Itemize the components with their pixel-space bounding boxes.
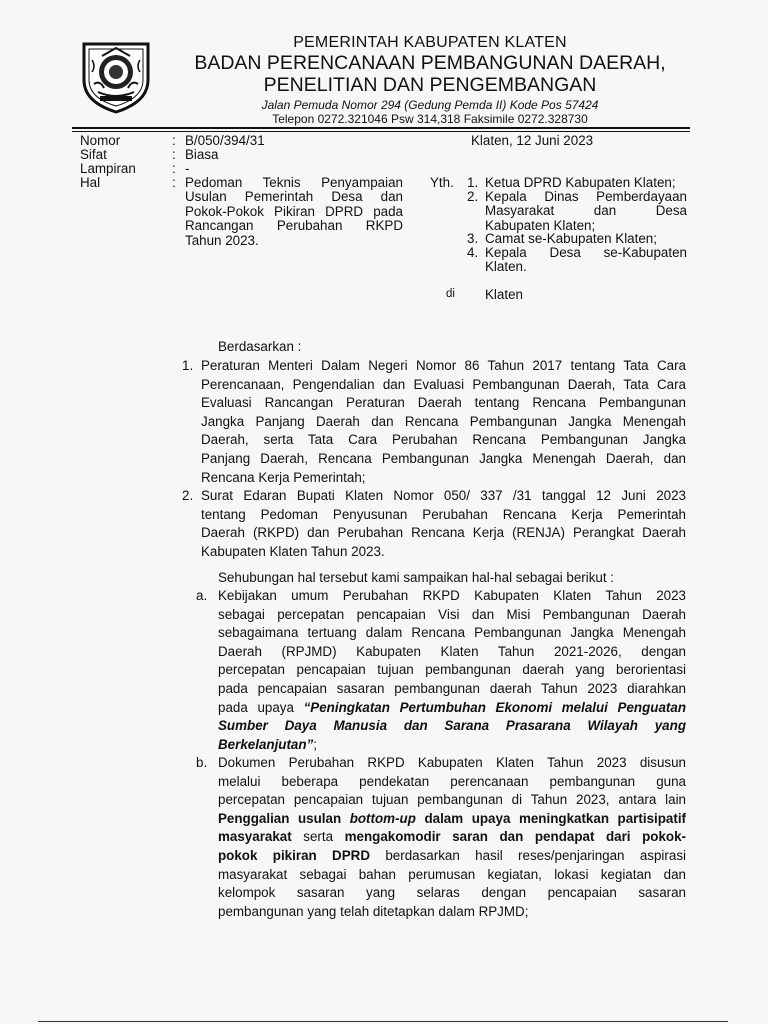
basis-line: Daerah, serta Tata Cara Perubahan Rencana Pembangunan Jangka <box>201 432 686 448</box>
item-a-prefix: pada upaya <box>218 699 304 715</box>
recipient-number: 3. <box>467 231 479 246</box>
meta-hal-subject <box>185 176 403 248</box>
item-b-bold: dalam upaya meningkatkan partisipatif <box>415 810 686 826</box>
meta-sifat-label: Sifat <box>80 147 107 162</box>
recipient-number: 2. <box>467 189 479 204</box>
item-b-line <box>218 828 686 847</box>
item-a-line: percepatan pencapaian tujuan pembangunan daerah yang berorientasi <box>218 662 686 678</box>
recipient-line: Klaten. <box>485 259 527 275</box>
item-a-emphasis: Berkelanjutan” <box>218 736 314 752</box>
item-a-line: Kebijakan umum Perubahan RKPD Kabupaten Klaten Tahun 2023 <box>218 588 686 603</box>
basis-line: tentang Pedoman Penyusunan Perubahan Rencana Kerja Pemerintah <box>201 506 686 522</box>
basis-line: Perencanaan, Pengendalian dan Evaluasi Pembangunan Daerah, Tata Cara <box>201 376 686 392</box>
item-b-line: Dokumen Perubahan RKPD Kabupaten Klaten Tahun 2023 disusun <box>218 755 686 770</box>
item-b-bold: pokok pikiran DPRD <box>218 847 370 863</box>
letterhead-rule-thick <box>72 127 690 129</box>
item-a-line <box>218 699 686 718</box>
letterhead-rule-thin <box>72 131 690 132</box>
addressee-yth: Yth. <box>430 175 454 190</box>
item-b-text <box>218 754 686 921</box>
basis-number: 1. <box>182 358 194 373</box>
meta-nomor-label: Nomor <box>80 133 121 148</box>
basis-line: Kabupaten Klaten Tahun 2023. <box>201 543 385 559</box>
item-b-line: pembangunan yang telah ditetapkan dalam RPJMD; <box>218 903 529 919</box>
item-a-line: Daerah (RPJMD) Kabupaten Klaten Tahun 2021-2026, dengan <box>218 643 686 659</box>
item-b-line: masyarakat sebagai bahan perumusan kegiatan, lokasi kegiatan dan <box>218 866 686 882</box>
meta-lampiran-label: Lampiran <box>80 161 136 176</box>
item-b-bold-italic: bottom-up <box>349 810 416 826</box>
recipient-line: Kepala Desa se-Kabupaten <box>485 245 687 260</box>
letter-date: Klaten, 12 Juni 2023 <box>471 133 594 148</box>
letterhead-phone: Telepon 0272.321046 Psw 314,318 Faksimile 0272.328730 <box>272 112 588 126</box>
meta-colon: : <box>172 147 176 162</box>
recipient-text <box>485 190 687 233</box>
letterhead-address: Jalan Pemuda Nomor 294 (Gedung Pemda II) Kode Pos 57424 <box>261 98 599 112</box>
recipient-line: Masyarakat dan Desa <box>485 203 687 219</box>
addressee-place: Klaten <box>485 287 523 302</box>
item-b-bold: Penggalian usulan <box>218 810 350 826</box>
letterhead-agency: BADAN PERENCANAAN PEMBANGUNAN DAERAH, <box>194 52 666 74</box>
item-a-line <box>218 736 686 755</box>
recipient-line: Camat se-Kabupaten Klaten; <box>485 231 657 246</box>
item-a-emphasis: “Peningkatan Pertumbuhan Ekonomi melalui Penguatan <box>303 699 687 715</box>
hal-line: Pokok-Pokok Pikiran DPRD pada <box>185 203 403 219</box>
body-connect: Sehubungan hal tersebut kami sampaikan hal-hal sebagai berikut : <box>218 570 615 585</box>
item-a-line: sebagaimana tertuang dalam Rencana Pembangunan Jangka Menengah <box>218 625 686 641</box>
item-letter: a. <box>196 588 208 603</box>
hal-line: Pedoman Teknis Penyampaian <box>185 175 403 190</box>
item-b-line: percepatan pencapaian tujuan pembangunan di Tahun 2023, antara lain <box>218 792 686 808</box>
letterhead-agency-2: PENELITIAN DAN PENGEMBANGAN <box>263 74 597 96</box>
meta-hal-label: Hal <box>80 175 101 190</box>
recipient-number: 1. <box>467 175 479 190</box>
meta-colon: : <box>172 161 176 176</box>
item-a-line: pada pencapaian sasaran pembangunan daerah Tahun 2023 diarahkan <box>218 680 686 696</box>
meta-nomor-value: B/050/394/31 <box>185 133 265 148</box>
item-b-line <box>218 810 686 829</box>
letterhead <box>160 34 700 126</box>
basis-line: Evaluasi Rancangan Peraturan Daerah tentang Rencana Pembangunan <box>201 395 686 411</box>
hal-line: Rancangan Perubahan RKPD <box>185 218 403 234</box>
item-b-line <box>218 847 686 866</box>
item-a-tail: ; <box>313 736 317 752</box>
basis-line: Panjang Daerah, Rencana Pembangunan Jangka Menengah Daerah, dan <box>201 450 686 466</box>
item-b-line: melalui beberapa pendekatan perencanaan pembangunan guna <box>218 773 686 789</box>
basis-line: Surat Edaran Bupati Klaten Nomor 050/ 337 /31 tanggal 12 Juni 2023 <box>201 488 686 503</box>
item-b-text-run: serta <box>291 829 345 845</box>
item-letter: b. <box>196 755 208 770</box>
hal-line: Usulan Pemerintah Desa dan <box>185 189 403 205</box>
item-b-line: kelompok sasaran yang selaras dengan pencapaian sasaran <box>218 885 686 901</box>
basis-line: Daerah (RKPD) dan Perubahan Rencana Kerja (RENJA) Perangkat Daerah <box>201 525 686 541</box>
basis-line: Peraturan Menteri Dalam Negeri Nomor 86 Tahun 2017 tentang Tata Cara <box>201 358 686 373</box>
meta-colon: : <box>172 133 176 148</box>
hal-line: Tahun 2023. <box>185 232 259 248</box>
recipient-text <box>485 246 687 275</box>
basis-line: Rencana Kerja Pemerintah; <box>201 469 366 485</box>
recipient-line: Kepala Dinas Pemberdayaan <box>485 189 687 204</box>
page-bottom-edge <box>38 1021 728 1022</box>
meta-colon: : <box>172 175 176 190</box>
meta-sifat-value: Biasa <box>185 147 219 162</box>
basis-number: 2. <box>182 488 194 503</box>
recipient-line: Ketua DPRD Kabupaten Klaten; <box>485 175 676 190</box>
basis-1-text <box>201 357 686 487</box>
item-a-line: sebagai percepatan pencapaian Visi dan Misi Pembangunan Daerah <box>218 606 686 622</box>
item-b-bold: masyarakat <box>218 829 292 845</box>
recipient-number: 4. <box>467 245 479 260</box>
addressee-di: di <box>446 288 455 300</box>
recipient-line: Kabupaten Klaten; <box>485 217 596 233</box>
item-a-text <box>218 587 686 754</box>
klaten-regency-emblem-icon <box>78 40 154 114</box>
item-b-bold: mengakomodir saran dan pendapat dari pokok- <box>344 829 686 845</box>
item-b-text-run: berdasarkan hasil reses/penjaringan aspirasi <box>370 847 686 863</box>
basis-2-text <box>201 487 686 561</box>
body-intro: Berdasarkan : <box>218 339 302 354</box>
meta-lampiran-value: - <box>185 161 190 176</box>
basis-line: Jangka Panjang Daerah dan Rencana Pembangunan Jangka Menengah <box>201 413 686 429</box>
letterhead-government: PEMERINTAH KABUPATEN KLATEN <box>293 34 567 51</box>
item-a-emphasis: Sumber Daya Manusia dan Sarana Prasarana Wilayah yang <box>218 718 686 734</box>
